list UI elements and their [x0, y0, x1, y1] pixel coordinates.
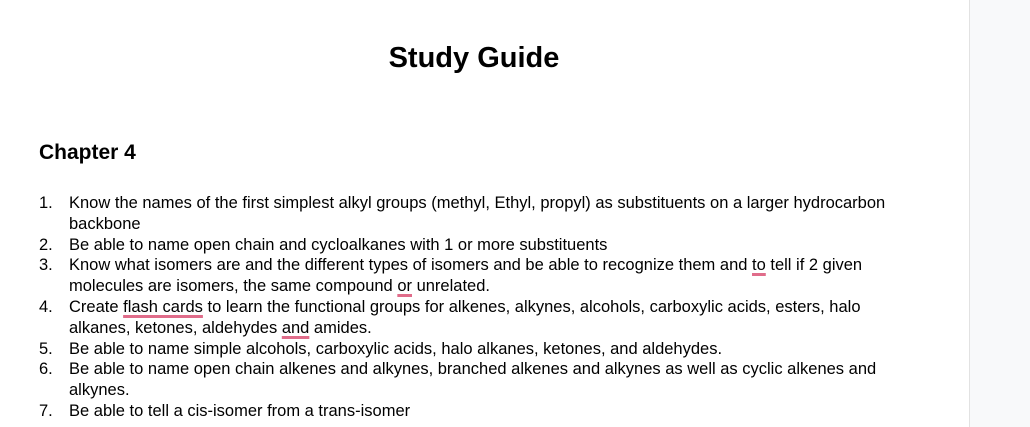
list-item-text: amides.	[309, 318, 372, 337]
spellcheck-flagged-word[interactable]: and	[281, 318, 310, 337]
chapter-heading: Chapter 4	[39, 141, 136, 164]
list-item-number: 2.	[39, 235, 53, 254]
spellcheck-flagged-word[interactable]: flash cards	[123, 297, 203, 316]
list-item-text: Be able to name open chain and cycloalkanes with 1 or more substituents	[69, 235, 608, 254]
list-item-text: Be able to name simple alcohols, carboxylic acids, halo alkanes, ketones, and aldehydes.	[69, 339, 723, 358]
spellcheck-flagged-word[interactable]: to	[752, 256, 766, 275]
list-item	[39, 339, 919, 360]
list-item-text: to learn the functional groups for alkenes, alkynes, alcohols, carboxylic acids, esters, halo alkanes, ketones, aldehydes	[69, 297, 861, 337]
document-title: Study Guide	[388, 42, 560, 74]
study-guide-list	[39, 193, 919, 422]
list-item-text: tell if 2 given molecules are isomers, the same compound	[69, 256, 863, 296]
spellcheck-flagged-word[interactable]: or	[397, 277, 412, 296]
list-item-number: 6.	[39, 360, 53, 379]
list-item-text: Be able to tell a cis-isomer from a trans-isomer	[69, 401, 411, 420]
list-item	[39, 297, 919, 339]
list-item	[39, 235, 919, 256]
list-item-text: Know what isomers are and the different types of isomers and be able to recognize them and	[69, 256, 753, 275]
list-item	[39, 359, 919, 401]
list-item	[39, 193, 919, 235]
list-item	[39, 255, 919, 297]
list-item-number: 1.	[39, 194, 53, 212]
list-item-number: 4.	[39, 297, 53, 316]
list-item-text: Know the names of the first simplest alkyl groups (methyl, Ethyl, propyl) as substituents on a larger hydrocarbon backbone	[69, 194, 886, 233]
list-item-number: 5.	[39, 339, 53, 358]
list-item-number: 7.	[39, 401, 53, 420]
list-item-text: unrelated.	[412, 277, 490, 296]
list-item-number: 3.	[39, 256, 53, 275]
list-item-text: Create	[69, 297, 124, 316]
list-item-text: Be able to name open chain alkenes and alkynes, branched alkenes and alkynes as well as cyclic alkenes and alkynes.	[69, 360, 877, 400]
editor-side-gutter	[969, 0, 1030, 427]
list-item	[39, 401, 919, 422]
